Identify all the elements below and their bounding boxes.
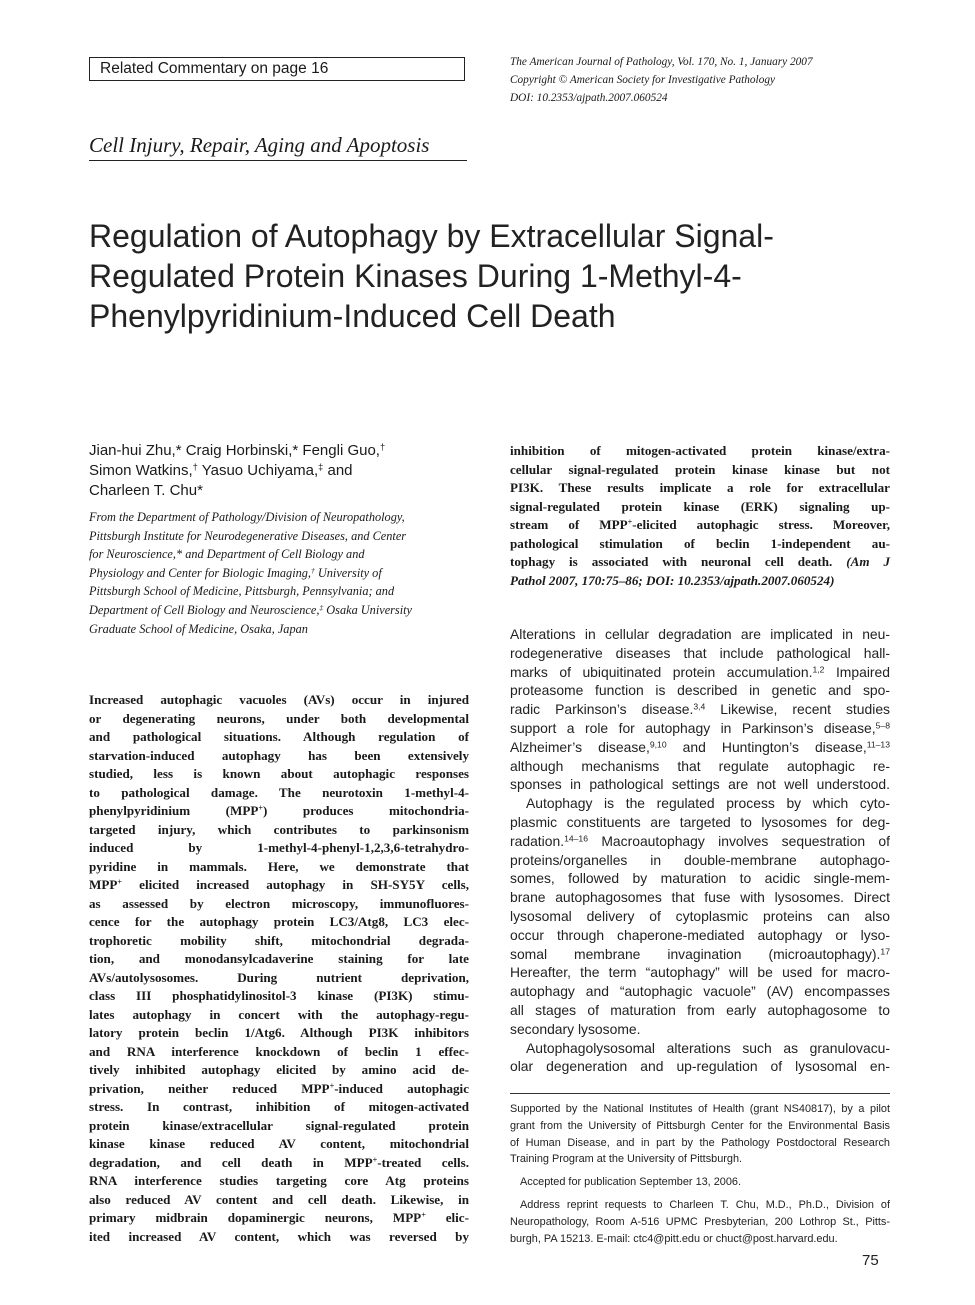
abstract-line: to pathological damage. The neurotoxin 1-methyl-4- xyxy=(89,784,469,800)
body-line: although mechanisms that regulate autophagic re- xyxy=(510,757,890,774)
body-line: somes, followed by maturation to acidic single-mem- xyxy=(510,870,890,887)
author-line: Simon Watkins,† Yasuo Uchiyama,‡ and xyxy=(89,461,353,479)
abstract-line: Increased autophagic vacuoles (AVs) occur in injured xyxy=(89,692,469,707)
abstract-line: tophagy is associated with neuronal cell death. (Am J xyxy=(510,554,890,569)
affiliation-line: for Neuroscience,* and Department of Cell Biology and xyxy=(89,547,365,562)
body-line: all stages of maturation from early autophagosome to xyxy=(510,1001,890,1018)
body-line: Alzheimer’s disease,$^{9,10}$ and Huntington’s disease,$^{11-13}$ xyxy=(510,738,890,755)
abstract-line: pyridine in mammals. Here, we demonstrate that xyxy=(89,858,469,874)
body-line: radic Parkinson’s disease.$^{3,4}$ Likewise, recent studies xyxy=(510,701,890,718)
body-line: proteasome function is described in genetic and spo- xyxy=(510,682,890,699)
footnote-line: burgh, PA 15213. E-mail: ctc4@pitt.edu or chuct@post.harvard.edu. xyxy=(510,1232,838,1245)
abstract-line: primary midbrain dopaminergic neurons, MPP+ elic- xyxy=(89,1210,469,1225)
footnote-line: grant from the University of Pittsburgh Center for the Environmental Basis xyxy=(510,1119,890,1132)
author-line: Jian-hui Zhu,* Craig Horbinski,* Fengli Guo,† xyxy=(89,441,386,459)
abstract-line: inhibition of mitogen-activated protein kinase/extra- xyxy=(510,443,890,458)
abstract-right-column xyxy=(510,442,890,590)
body-line: lysosomal delivery of cytoplasmic proteins can also xyxy=(510,907,890,924)
abstract-line: targeted injury, which contributes to parkinsonism xyxy=(89,821,469,837)
affiliation-line: Pittsburgh School of Medicine, Pittsburgh, Pennsylvania; and xyxy=(89,584,395,599)
journal-doi: DOI: 10.2353/ajpath.2007.060524 xyxy=(510,92,668,104)
affiliation-line: Department of Cell Biology and Neuroscience,‡ Osaka University xyxy=(89,602,413,617)
footnote-divider xyxy=(510,1093,890,1094)
journal-citation: The American Journal of Pathology, Vol. 170, No. 1, January 2007 xyxy=(510,56,813,68)
body-line: Alterations in cellular degradation are implicated in neu- xyxy=(510,626,890,642)
body-line: Hereafter, the term “autophagy” will be used for macro- xyxy=(510,964,890,981)
footnote-line: Supported by the National Institutes of Health (grant NS40817), by a pilot xyxy=(510,1103,890,1115)
footnotes xyxy=(510,1101,890,1247)
body-line: marks of ubiquitinated protein accumulation.$^{1,2}$ Impaired xyxy=(510,663,890,680)
abstract-line: kinase kinase reduced AV content, mitochondrial xyxy=(89,1136,469,1151)
body-line: somal membrane invagination (microautophagy).$^{17}$ xyxy=(510,945,890,962)
body-line: proteins/organelles in double-membrane autophago- xyxy=(510,851,890,868)
abstract-line: and RNA interference knockdown of beclin 1 effec- xyxy=(89,1043,469,1059)
abstract-line: signal-regulated protein kinase (ERK) signaling up- xyxy=(510,498,890,514)
author-line: Charleen T. Chu* xyxy=(89,482,203,499)
body-text xyxy=(510,625,890,1076)
abstract-line: cence for the autophagy protein LC3/Atg8, LC3 elec- xyxy=(89,914,469,929)
author-list xyxy=(89,441,469,501)
body-line: rodegenerative diseases that include pathological hall- xyxy=(510,644,890,661)
body-line: support a role for autophagy in Parkinson’s disease,$^{5-8}$ xyxy=(510,719,890,736)
body-line: olar degeneration and up-regulation of lysosomal en- xyxy=(510,1058,890,1075)
body-line: brane autophagosomes that fuse with lysosomes. Direct xyxy=(510,889,890,906)
abstract-line: tively inhibited autophagy elicited by amino acid de- xyxy=(89,1062,469,1077)
abstract-line: PI3K. These results implicate a role for extracellular xyxy=(510,480,890,495)
body-line: secondary lysosome. xyxy=(510,1020,641,1037)
body-line: occur through chaperone-mediated autophagy or lyso- xyxy=(510,926,890,943)
abstract-line: degradation, and cell death in MPP+-treated cells. xyxy=(89,1154,469,1170)
abstract-line: ited increased AV content, which was reversed by xyxy=(89,1228,469,1244)
abstract-line: privation, neither reduced MPP+-induced autophagic xyxy=(89,1080,469,1096)
abstract-line: cellular signal-regulated protein kinase kinase but not xyxy=(510,461,890,477)
body-line: autophagy and “autophagic vacuole” (AV) encompasses xyxy=(510,983,890,1000)
footnote-line: Training Program at the University of Pittsburgh. xyxy=(510,1153,743,1166)
title-line: Regulation of Autophagy by Extracellular Signal- xyxy=(89,218,774,254)
abstract-line: studied, less is known about autophagic responses xyxy=(89,766,469,781)
abstract-line: RNA interference studies targeting core Atg proteins xyxy=(89,1173,469,1188)
citation-ref: (Am J xyxy=(846,554,890,569)
related-commentary-box: Related Commentary on page 16 xyxy=(89,57,465,81)
abstract-line: or degenerating neurons, under both developmental xyxy=(89,710,469,726)
abstract-line: phenylpyridinium (MPP+) produces mitochondria- xyxy=(89,803,470,818)
journal-copyright: Copyright © American Society for Investigative Pathology xyxy=(510,74,776,86)
footnote-accepted: Accepted for publication September 13, 2006. xyxy=(520,1176,741,1189)
body-line: Autophagy is the regulated process by which cyto- xyxy=(526,795,890,812)
abstract-line: and pathological situations. Although regulation of xyxy=(89,729,469,744)
affiliation-line: Pittsburgh Institute for Neurodegenerative Diseases, and Center xyxy=(89,528,407,543)
body-line: sponses in pathological settings are not well understood. xyxy=(510,776,890,793)
abstract-line: starvation-induced autophagy has been extensively xyxy=(89,747,469,763)
affiliation-line: From the Department of Pathology/Division of Neuropathology, xyxy=(89,510,405,524)
abstract-line: as assessed by electron microscopy, immunofluores- xyxy=(89,895,469,911)
title-line: Regulated Protein Kinases During 1-Methyl-4- xyxy=(89,258,742,294)
abstract-line: AVs/autolysosomes. During nutrient deprivation, xyxy=(89,969,469,985)
title-line: Phenylpyridinium-Induced Cell Death xyxy=(89,298,616,334)
abstract-line: latory protein beclin 1/Atg6. Although PI3K inhibitors xyxy=(89,1025,469,1040)
abstract-line: stream of MPP+-elicited autophagic stress. Moreover, xyxy=(510,517,890,532)
body-line: plasmic constituents are targeted to lysosomes for deg- xyxy=(510,813,890,830)
abstract-line: MPP+ elicited increased autophagy in SH-SY5Y cells, xyxy=(89,877,469,892)
abstract-line: pathological stimulation of beclin 1-independent au- xyxy=(510,535,890,551)
abstract-left-column xyxy=(89,691,469,1246)
section-heading: Cell Injury, Repair, Aging and Apoptosis xyxy=(89,131,467,161)
journal-info xyxy=(510,53,910,107)
body-line: radation.$^{14-16}$ Macroautophagy involves sequestration of xyxy=(510,832,890,849)
abstract-line: lates autophagy in concert with the autophagy-regu- xyxy=(89,1006,469,1022)
footnote-line: of Human Disease, and in part by the Pathology Postdoctoral Research xyxy=(510,1136,890,1149)
abstract-line: tion, and monodansylcadaverine staining for late xyxy=(89,951,469,966)
affiliation-line: Graduate School of Medicine, Osaka, Japan xyxy=(89,621,308,636)
abstract-line: induced by 1-methyl-4-phenyl-1,2,3,6-tetrahydro- xyxy=(89,840,469,855)
footnote-line: Neuropathology, Room A-516 UPMC Presbyterian, 200 Lothrop St., Pitts- xyxy=(510,1215,890,1228)
article-title xyxy=(89,216,889,336)
footnote-line: Address reprint requests to Charleen T. Chu, M.D., Ph.D., Division of xyxy=(520,1198,890,1211)
abstract-line: class III phosphatidylinositol-3 kinase (PI3K) stimu- xyxy=(89,988,469,1003)
affiliation xyxy=(89,508,469,638)
abstract-line: also reduced AV content and cell death. Likewise, in xyxy=(89,1191,469,1207)
abstract-line xyxy=(510,572,890,591)
page-number: 75 xyxy=(862,1252,879,1269)
citation-ref: Pathol 2007, 170:75–86; DOI: 10.2353/ajpath.2007.060524) xyxy=(510,572,835,588)
abstract-line: trophoretic mobility shift, mitochondrial degrada- xyxy=(89,932,469,948)
affiliation-line: Physiology and Center for Biologic Imaging,† University of xyxy=(89,565,382,580)
abstract-line: protein kinase/extracellular signal-regulated protein xyxy=(89,1117,469,1133)
body-line: Autophagolysosomal alterations such as granulovacu- xyxy=(526,1039,890,1056)
abstract-line: stress. In contrast, inhibition of mitogen-activated xyxy=(89,1099,469,1114)
